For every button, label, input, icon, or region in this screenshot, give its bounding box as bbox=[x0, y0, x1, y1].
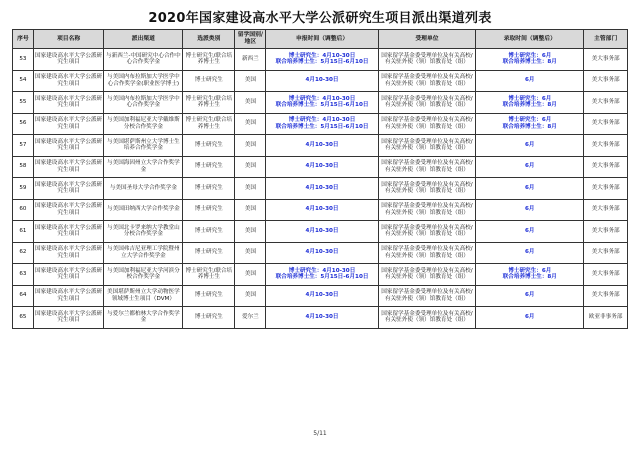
cell-apply-time bbox=[266, 178, 378, 200]
cell-unit: 国家留学基金委受理单位及有关高校/有关驻外使（领）馆教育处（组） bbox=[378, 113, 476, 135]
cell-dept: 美大事务部 bbox=[584, 199, 628, 221]
cell-apply-time-line: 4月10-30日 bbox=[305, 141, 339, 148]
cell-project: 国家建设高水平大学公派研究生项目 bbox=[33, 264, 104, 286]
cell-dept: 美大事务部 bbox=[584, 285, 628, 307]
header-no: 序号 bbox=[13, 30, 34, 49]
cell-apply-time-line: 博士研究生：4月10-30日 bbox=[288, 117, 356, 124]
header-admit-time: 录取时间（调整后） bbox=[476, 30, 584, 49]
cell-admit-time bbox=[476, 242, 584, 264]
cell-no: 60 bbox=[13, 199, 34, 221]
cell-no: 61 bbox=[13, 221, 34, 243]
cell-admit-time bbox=[476, 285, 584, 307]
cell-project: 国家建设高水平大学公派研究生项目 bbox=[33, 221, 104, 243]
cell-apply-time bbox=[266, 92, 378, 114]
cell-admit-time-line: 博士研究生：6月 bbox=[508, 52, 552, 59]
cell-project: 国家建设高水平大学公派研究生项目 bbox=[33, 70, 104, 92]
cell-dept: 美大事务部 bbox=[584, 156, 628, 178]
cell-admit-time-line: 联合培养博士生：8月 bbox=[502, 123, 557, 130]
cell-admit-time bbox=[476, 199, 584, 221]
cell-country: 美国 bbox=[235, 242, 266, 264]
cell-unit: 国家留学基金委受理单位及有关高校/有关驻外使（领）馆教育处（组） bbox=[378, 135, 476, 157]
cell-unit: 国家留学基金委受理单位及有关高校/有关驻外使（领）馆教育处（组） bbox=[378, 264, 476, 286]
cell-no: 62 bbox=[13, 242, 34, 264]
cell-channel: 美国堪萨斯州立大学动物医学领域博士生项目（DVM） bbox=[104, 285, 183, 307]
cell-country: 美国 bbox=[235, 70, 266, 92]
table-row bbox=[13, 264, 628, 286]
cell-admit-time-line: 联合培养博士生：8月 bbox=[502, 59, 557, 66]
header-country: 留学国别/地区 bbox=[235, 30, 266, 49]
cell-unit: 国家留学基金委受理单位及有关高校/有关驻外使（领）馆教育处（组） bbox=[378, 242, 476, 264]
cell-dept: 美大事务部 bbox=[584, 264, 628, 286]
table-row bbox=[13, 49, 628, 71]
cell-dept: 美大事务部 bbox=[584, 92, 628, 114]
cell-admit-time bbox=[476, 70, 584, 92]
cell-country: 美国 bbox=[235, 92, 266, 114]
cell-no: 57 bbox=[13, 135, 34, 157]
cell-channel: 与美国内布拉斯加大学医学中心合作奖学金(职业医学博士) bbox=[104, 70, 183, 92]
cell-no: 54 bbox=[13, 70, 34, 92]
cell-admit-time-line: 6月 bbox=[525, 141, 535, 148]
cell-apply-time-line: 博士研究生：4月10-30日 bbox=[288, 95, 356, 102]
cell-apply-time-line: 联合培养博士生：5月15日-6月10日 bbox=[275, 123, 369, 130]
cell-apply-time-line: 联合培养博士生：5月15日-6月10日 bbox=[275, 59, 369, 66]
cell-admit-time bbox=[476, 264, 584, 286]
cell-project: 国家建设高水平大学公派研究生项目 bbox=[33, 285, 104, 307]
cell-project: 国家建设高水平大学公派研究生项目 bbox=[33, 135, 104, 157]
cell-admit-time-line: 6月 bbox=[525, 163, 535, 170]
cell-channel: 与美国北卡罗来纳大学教堂山分校合作奖学金 bbox=[104, 221, 183, 243]
cell-admit-time-line: 6月 bbox=[525, 313, 535, 320]
cell-unit: 国家留学基金委受理单位及有关高校/有关驻外使（领）馆教育处（组） bbox=[378, 70, 476, 92]
cell-unit: 国家留学基金委受理单位及有关高校/有关驻外使（领）馆教育处（组） bbox=[378, 199, 476, 221]
cell-admit-time bbox=[476, 307, 584, 329]
cell-admit-time bbox=[476, 49, 584, 71]
cell-country: 美国 bbox=[235, 199, 266, 221]
cell-category: 博士研究生/联合培养博士生 bbox=[183, 113, 235, 135]
cell-channel: 与美国弗吉尼亚理工学院暨州立大学合作奖学金 bbox=[104, 242, 183, 264]
cell-unit: 国家留学基金委受理单位及有关高校/有关驻外使（领）馆教育处（组） bbox=[378, 221, 476, 243]
cell-project: 国家建设高水平大学公派研究生项目 bbox=[33, 178, 104, 200]
cell-dept: 美大事务部 bbox=[584, 221, 628, 243]
cell-dept: 美大事务部 bbox=[584, 135, 628, 157]
cell-country: 美国 bbox=[235, 113, 266, 135]
cell-apply-time-line: 4月10-30日 bbox=[305, 206, 339, 213]
cell-admit-time-line: 博士研究生：6月 bbox=[508, 95, 552, 102]
cell-apply-time-line: 4月10-30日 bbox=[305, 292, 339, 299]
cell-apply-time bbox=[266, 156, 378, 178]
cell-apply-time bbox=[266, 264, 378, 286]
cell-dept: 美大事务部 bbox=[584, 113, 628, 135]
cell-apply-time bbox=[266, 221, 378, 243]
cell-no: 58 bbox=[13, 156, 34, 178]
cell-category: 博士研究生 bbox=[183, 199, 235, 221]
cell-admit-time-line: 6月 bbox=[525, 249, 535, 256]
cell-no: 63 bbox=[13, 264, 34, 286]
cell-unit: 国家留学基金委受理单位及有关高校/有关驻外使（领）馆教育处（组） bbox=[378, 156, 476, 178]
cell-admit-time bbox=[476, 156, 584, 178]
cell-apply-time-line: 4月10-30日 bbox=[305, 77, 339, 84]
cell-channel: 与美国田纳西大学合作奖学金 bbox=[104, 199, 183, 221]
header-channel: 派出渠道 bbox=[104, 30, 183, 49]
cell-admit-time-line: 6月 bbox=[525, 184, 535, 191]
channel-table bbox=[12, 29, 628, 329]
cell-category: 博士研究生 bbox=[183, 285, 235, 307]
cell-no: 65 bbox=[13, 307, 34, 329]
cell-admit-time-line: 联合培养博士生：8月 bbox=[502, 274, 557, 281]
cell-channel: 与美国海因州立大学合作奖学金 bbox=[104, 156, 183, 178]
cell-admit-time-line: 6月 bbox=[525, 206, 535, 213]
cell-category: 博士研究生 bbox=[183, 307, 235, 329]
cell-country: 美国 bbox=[235, 135, 266, 157]
table-row bbox=[13, 156, 628, 178]
table-header-row bbox=[13, 30, 628, 49]
cell-no: 64 bbox=[13, 285, 34, 307]
cell-country: 美国 bbox=[235, 285, 266, 307]
cell-apply-time bbox=[266, 242, 378, 264]
cell-apply-time-line: 联合培养博士生：5月15日-6月10日 bbox=[275, 274, 369, 281]
cell-project: 国家建设高水平大学公派研究生项目 bbox=[33, 113, 104, 135]
cell-dept: 美大事务部 bbox=[584, 49, 628, 71]
table-row bbox=[13, 178, 628, 200]
cell-country: 美国 bbox=[235, 221, 266, 243]
cell-channel: 与美国堪萨斯州立大学博士生培养合作奖学金 bbox=[104, 135, 183, 157]
cell-apply-time-line: 4月10-30日 bbox=[305, 249, 339, 256]
cell-channel: 与美国加利福尼亚大学河滨分校合作奖学金 bbox=[104, 264, 183, 286]
cell-apply-time bbox=[266, 70, 378, 92]
table-row bbox=[13, 135, 628, 157]
cell-country: 爱尔兰 bbox=[235, 307, 266, 329]
cell-apply-time-line: 联合培养博士生：5月15日-6月10日 bbox=[275, 102, 369, 109]
cell-unit: 国家留学基金委受理单位及有关高校/有关驻外使（领）馆教育处（组） bbox=[378, 92, 476, 114]
header-project: 项目名称 bbox=[33, 30, 104, 49]
page-title: 2020年国家建设高水平大学公派研究生项目派出渠道列表 bbox=[148, 11, 492, 26]
cell-project: 国家建设高水平大学公派研究生项目 bbox=[33, 92, 104, 114]
cell-no: 56 bbox=[13, 113, 34, 135]
cell-category: 博士研究生 bbox=[183, 156, 235, 178]
cell-apply-time-line: 4月10-30日 bbox=[305, 184, 339, 191]
cell-category: 博士研究生/联合培养博士生 bbox=[183, 49, 235, 71]
cell-admit-time-line: 6月 bbox=[525, 77, 535, 84]
cell-apply-time-line: 博士研究生：4月10-30日 bbox=[288, 267, 356, 274]
cell-no: 55 bbox=[13, 92, 34, 114]
cell-category: 博士研究生/联合培养博士生 bbox=[183, 264, 235, 286]
cell-apply-time bbox=[266, 285, 378, 307]
cell-admit-time bbox=[476, 92, 584, 114]
cell-channel: 与美国加利福尼亚大学戴维斯分校合作奖学金 bbox=[104, 113, 183, 135]
cell-admit-time-line: 6月 bbox=[525, 292, 535, 299]
cell-category: 博士研究生 bbox=[183, 242, 235, 264]
table-row bbox=[13, 242, 628, 264]
cell-unit: 国家留学基金委受理单位及有关高校/有关驻外使（领）馆教育处（组） bbox=[378, 285, 476, 307]
cell-apply-time-line: 4月10-30日 bbox=[305, 227, 339, 234]
cell-apply-time-line: 4月10-30日 bbox=[305, 313, 339, 320]
table-row bbox=[13, 70, 628, 92]
cell-country: 美国 bbox=[235, 264, 266, 286]
header-apply-time: 申报时间（调整后） bbox=[266, 30, 378, 49]
cell-category: 博士研究生 bbox=[183, 135, 235, 157]
cell-apply-time bbox=[266, 49, 378, 71]
cell-apply-time bbox=[266, 135, 378, 157]
cell-apply-time bbox=[266, 307, 378, 329]
cell-dept: 美大事务部 bbox=[584, 178, 628, 200]
cell-channel: 与美国内布拉斯加大学医学中心合作奖学金 bbox=[104, 92, 183, 114]
cell-project: 国家建设高水平大学公派研究生项目 bbox=[33, 49, 104, 71]
cell-project: 国家建设高水平大学公派研究生项目 bbox=[33, 156, 104, 178]
cell-category: 博士研究生 bbox=[183, 221, 235, 243]
cell-category: 博士研究生 bbox=[183, 70, 235, 92]
cell-project: 国家建设高水平大学公派研究生项目 bbox=[33, 199, 104, 221]
cell-no: 53 bbox=[13, 49, 34, 71]
cell-admit-time bbox=[476, 178, 584, 200]
cell-category: 博士研究生/联合培养博士生 bbox=[183, 92, 235, 114]
cell-unit: 国家留学基金委受理单位及有关高校/有关驻外使（领）馆教育处（组） bbox=[378, 307, 476, 329]
cell-admit-time bbox=[476, 135, 584, 157]
cell-country: 新西兰 bbox=[235, 49, 266, 71]
cell-country: 美国 bbox=[235, 178, 266, 200]
cell-channel: 与新西兰-中国研究中心合作中心合作奖学金 bbox=[104, 49, 183, 71]
cell-apply-time-line: 博士研究生：4月10-30日 bbox=[288, 52, 356, 59]
cell-apply-time-line: 4月10-30日 bbox=[305, 163, 339, 170]
table-row bbox=[13, 92, 628, 114]
cell-category: 博士研究生 bbox=[183, 178, 235, 200]
cell-admit-time-line: 博士研究生：6月 bbox=[508, 117, 552, 124]
table-row bbox=[13, 113, 628, 135]
header-dept: 主管部门 bbox=[584, 30, 628, 49]
cell-admit-time bbox=[476, 221, 584, 243]
cell-no: 59 bbox=[13, 178, 34, 200]
cell-project: 国家建设高水平大学公派研究生项目 bbox=[33, 242, 104, 264]
table-row bbox=[13, 221, 628, 243]
cell-apply-time bbox=[266, 199, 378, 221]
cell-dept: 美大事务部 bbox=[584, 70, 628, 92]
cell-project: 国家建设高水平大学公派研究生项目 bbox=[33, 307, 104, 329]
table-row bbox=[13, 199, 628, 221]
cell-admit-time-line: 联合培养博士生：8月 bbox=[502, 102, 557, 109]
header-unit: 受理单位 bbox=[378, 30, 476, 49]
page-number: 5/11 bbox=[313, 430, 327, 437]
cell-admit-time-line: 6月 bbox=[525, 227, 535, 234]
cell-admit-time-line: 博士研究生：6月 bbox=[508, 267, 552, 274]
cell-unit: 国家留学基金委受理单位及有关高校/有关驻外使（领）馆教育处（组） bbox=[378, 178, 476, 200]
cell-admit-time bbox=[476, 113, 584, 135]
cell-apply-time bbox=[266, 113, 378, 135]
cell-channel: 与美国圣母大学合作奖学金 bbox=[104, 178, 183, 200]
cell-unit: 国家留学基金委受理单位及有关高校/有关驻外使（领）馆教育处（组） bbox=[378, 49, 476, 71]
table-row bbox=[13, 285, 628, 307]
cell-country: 美国 bbox=[235, 156, 266, 178]
cell-dept: 美大事务部 bbox=[584, 242, 628, 264]
cell-dept: 欧亚非事务部 bbox=[584, 307, 628, 329]
table-row bbox=[13, 307, 628, 329]
header-category: 选派类别 bbox=[183, 30, 235, 49]
cell-channel: 与爱尔兰都柏林大学合作奖学金 bbox=[104, 307, 183, 329]
